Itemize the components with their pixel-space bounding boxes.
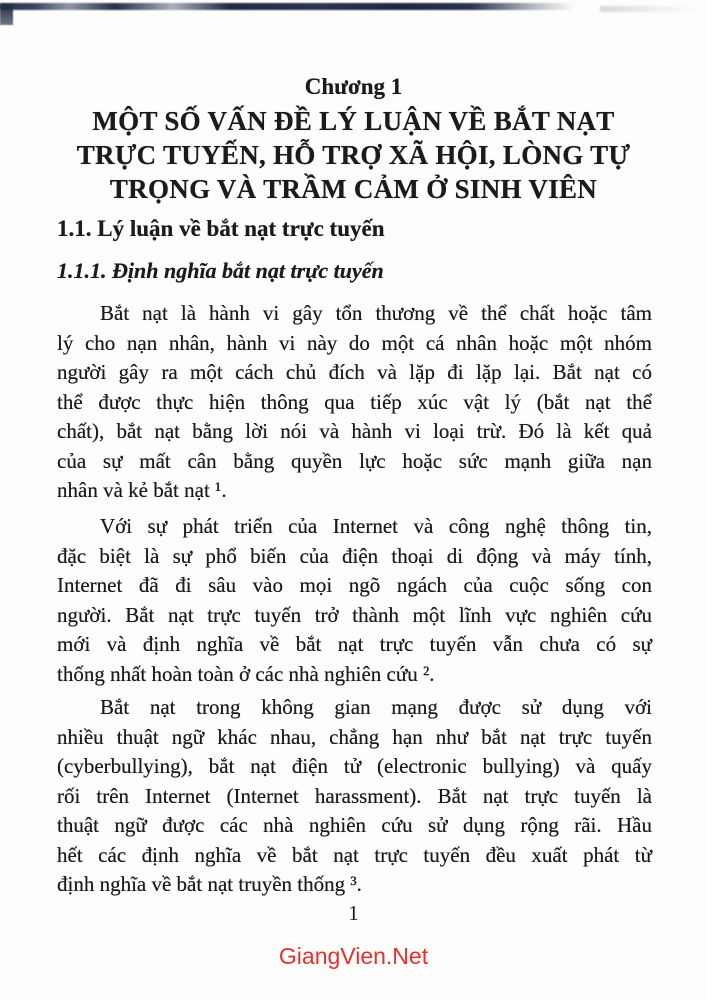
chapter-title-line: TRỰC TUYẾN, HỖ TRỢ XÃ HỘI, LÒNG TỰ xyxy=(76,140,631,170)
chapter-label: Chương 1 xyxy=(304,74,403,99)
paragraph-definition-bullying xyxy=(57,299,652,506)
text-line: Với sự phát triển của Internet và công nghệ thông tin, xyxy=(100,514,652,538)
text-line: người. Bắt nạt trực tuyến trở thành một lĩnh vực nghiên cứu xyxy=(57,602,652,627)
scan-artifact-faint-smudge xyxy=(600,6,700,12)
scan-artifact-top-strip xyxy=(0,3,575,10)
paragraph-internet-development xyxy=(57,512,652,689)
text-line: chất), bắt nạt bằng lời nói và hành vi loại trừ. Đó là kết quả xyxy=(57,419,652,443)
text-line: nhân và kẻ bắt nạt ¹. xyxy=(57,478,227,502)
chapter-title-line: TRỌNG VÀ TRẦM CẢM Ở SINH VIÊN xyxy=(109,174,598,204)
subsection-heading-1-1-1: 1.1.1. Định nghĩa bắt nạt trực tuyến xyxy=(57,258,384,283)
page-number: 1 xyxy=(348,901,359,925)
chapter-title xyxy=(43,104,664,206)
text-line: đặc biệt là sự phổ biến của điện thoại di động và máy tính, xyxy=(57,543,652,568)
text-line: rối trên Internet (Internet harassment). Bắt nạt trực tuyến là xyxy=(57,783,652,808)
text-line: định nghĩa về bắt nạt truyền thống ³. xyxy=(57,872,362,896)
section-heading-1-1: 1.1. Lý luận về bắt nạt trực tuyến xyxy=(57,216,385,241)
text-line: Bắt nạt là hành vi gây tổn thương về thể chất hoặc tâm xyxy=(100,301,652,325)
text-line: thống nhất hoàn toàn ở các nhà nghiên cứu ². xyxy=(57,661,435,686)
chapter-title-line: MỘT SỐ VẤN ĐỀ LÝ LUẬN VỀ BẮT NẠT xyxy=(92,106,615,136)
text-line: (cyberbullying), bắt nạt điện tử (electronic bullying) và quấy xyxy=(57,754,652,778)
text-line: nhiều thuật ngữ khác nhau, chẳng hạn như bắt nạt trực tuyến xyxy=(57,724,652,749)
text-line: thuật ngữ được các nhà nghiên cứu sử dụng rộng rãi. Hầu xyxy=(57,813,652,837)
text-line: lý cho nạn nhân, hành vi này do một cá nhân hoặc một nhóm xyxy=(57,330,652,355)
text-line: Bắt nạt trong không gian mạng được sử dụng với xyxy=(100,695,652,719)
text-line: mới và định nghĩa về bắt nạt trực tuyến vẫn chưa có sự xyxy=(57,632,652,656)
watermark-text: GiangVien.Net xyxy=(278,943,429,969)
text-line: người gây ra một cách chủ đích và lặp đi lặp lại. Bắt nạt có xyxy=(57,360,652,384)
paragraph-cyberbullying-terms xyxy=(57,693,652,900)
text-line: hết các định nghĩa về bắt nạt trực tuyến đều xuất phát từ xyxy=(57,842,652,867)
text-line: thể được thực hiện thông qua tiếp xúc vật lý (bắt nạt thể xyxy=(57,389,652,414)
text-line: Internet đã đi sâu vào mọi ngõ ngách của cuộc sống con xyxy=(57,573,652,597)
scan-artifact-corner xyxy=(0,4,13,25)
text-line: của sự mất cân bằng quyền lực hoặc sức mạnh giữa nạn xyxy=(57,448,652,473)
